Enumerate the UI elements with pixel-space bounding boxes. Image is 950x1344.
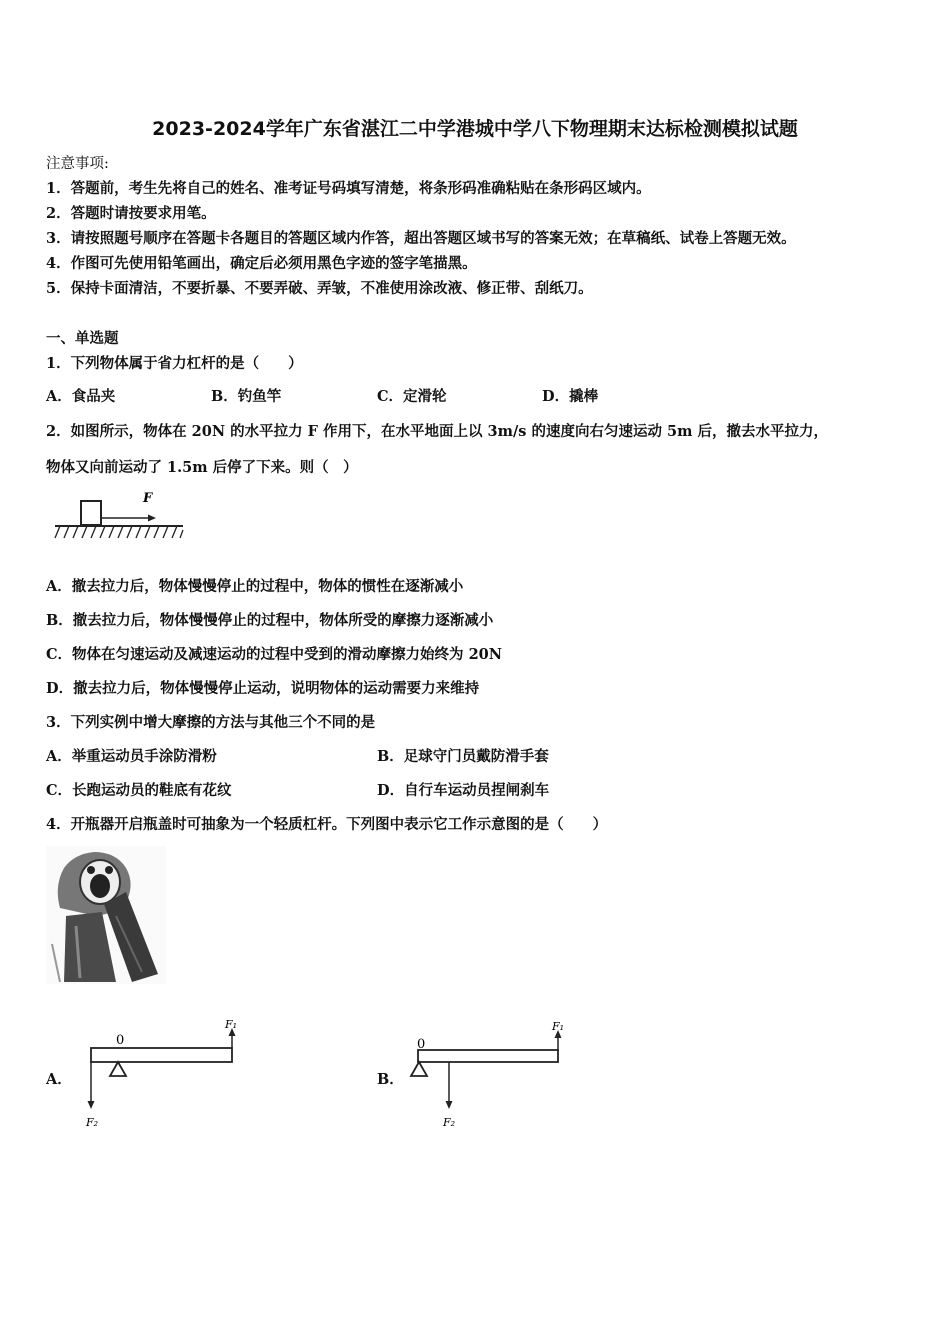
f2-label-b: F₂ — [443, 1116, 456, 1129]
f2-label-a: F₂ — [86, 1116, 99, 1129]
question-2-stem: 2．如图所示，物体在 20N 的水平拉力 F 作用下，在水平地面上以 3m/s 的速度向右匀速运动 5m 后，撤去水平拉力， — [46, 423, 829, 440]
page-title: 2023-2024学年广东省湛江二中学港城中学八下物理期末达标检测模拟试题 — [152, 118, 798, 140]
notice-heading: 注意事项: — [46, 156, 109, 172]
q2-option-d: D．撤去拉力后，物体慢慢停止运动，说明物体的运动需要力来维持 — [46, 680, 480, 697]
q3-option-b: B．足球守门员戴防滑手套 — [377, 748, 549, 765]
block-force-figure — [52, 486, 188, 548]
q2-option-a: A．撤去拉力后，物体慢慢停止的过程中，物体的惯性在逐渐减小 — [46, 578, 464, 595]
f1-label-a: F₁ — [225, 1018, 238, 1031]
question-3-stem: 3．下列实例中增大摩擦的方法与其他三个不同的是 — [46, 714, 376, 731]
q1-option-c: C．定滑轮 — [377, 388, 447, 405]
q1-option-d: D．撬棒 — [542, 388, 599, 405]
notice-item: 3．请按照题号顺序在答题卡各题目的答题区域内作答，超出答题区域书写的答案无效；在草稿纸、试卷上答题无效。 — [46, 230, 796, 247]
q3-option-c: C．长跑运动员的鞋底有花纹 — [46, 782, 232, 799]
q2-option-b: B．撤去拉力后，物体慢慢停止的过程中，物体所受的摩擦力逐渐减小 — [46, 612, 494, 629]
question-4-stem: 4．开瓶器开启瓶盖时可抽象为一个轻质杠杆。下列图中表示它工作示意图的是（ ） — [46, 816, 608, 833]
notice-item: 1．答题前，考生先将自己的姓名、准考证号码填写清楚，将条形码准确粘贴在条形码区域内。 — [46, 180, 651, 197]
notice-item: 5．保持卡面清洁，不要折暴、不要弄破、弄皱，不准使用涂改液、修正带、刮纸刀。 — [46, 280, 593, 297]
notice-item: 2．答题时请按要求用笔。 — [46, 205, 216, 222]
notice-item: 4．作图可先使用铅笔画出，确定后必须用黑色字迹的签字笔描黑。 — [46, 255, 477, 272]
question-2-stem-cont: 物体又向前运动了 1.5m 后停了下来。则（ ） — [46, 459, 358, 476]
lever-diagram-a — [80, 1010, 250, 1135]
pivot-label-a: 0 — [116, 1033, 125, 1048]
q4-option-b: B． — [377, 1071, 404, 1088]
question-1-stem: 1．下列物体属于省力杠杆的是（ ） — [46, 355, 303, 372]
force-label: F — [143, 491, 153, 506]
pivot-label-b: 0 — [417, 1037, 426, 1052]
bottle-opener-photo — [46, 846, 166, 984]
section-heading: 一、单选题 — [46, 330, 119, 347]
q4-option-a: A． — [46, 1071, 72, 1088]
q3-option-a: A．举重运动员手涂防滑粉 — [46, 748, 217, 765]
lever-diagram-b — [405, 1010, 575, 1135]
f1-label-b: F₁ — [552, 1020, 565, 1033]
q3-option-d: D．自行车运动员捏闸刹车 — [377, 782, 550, 799]
q1-option-a: A．食品夹 — [46, 388, 116, 405]
q2-option-c: C．物体在匀速运动及减速运动的过程中受到的滑动摩擦力始终为 20N — [46, 646, 503, 663]
q1-option-b: B．钓鱼竿 — [211, 388, 282, 405]
